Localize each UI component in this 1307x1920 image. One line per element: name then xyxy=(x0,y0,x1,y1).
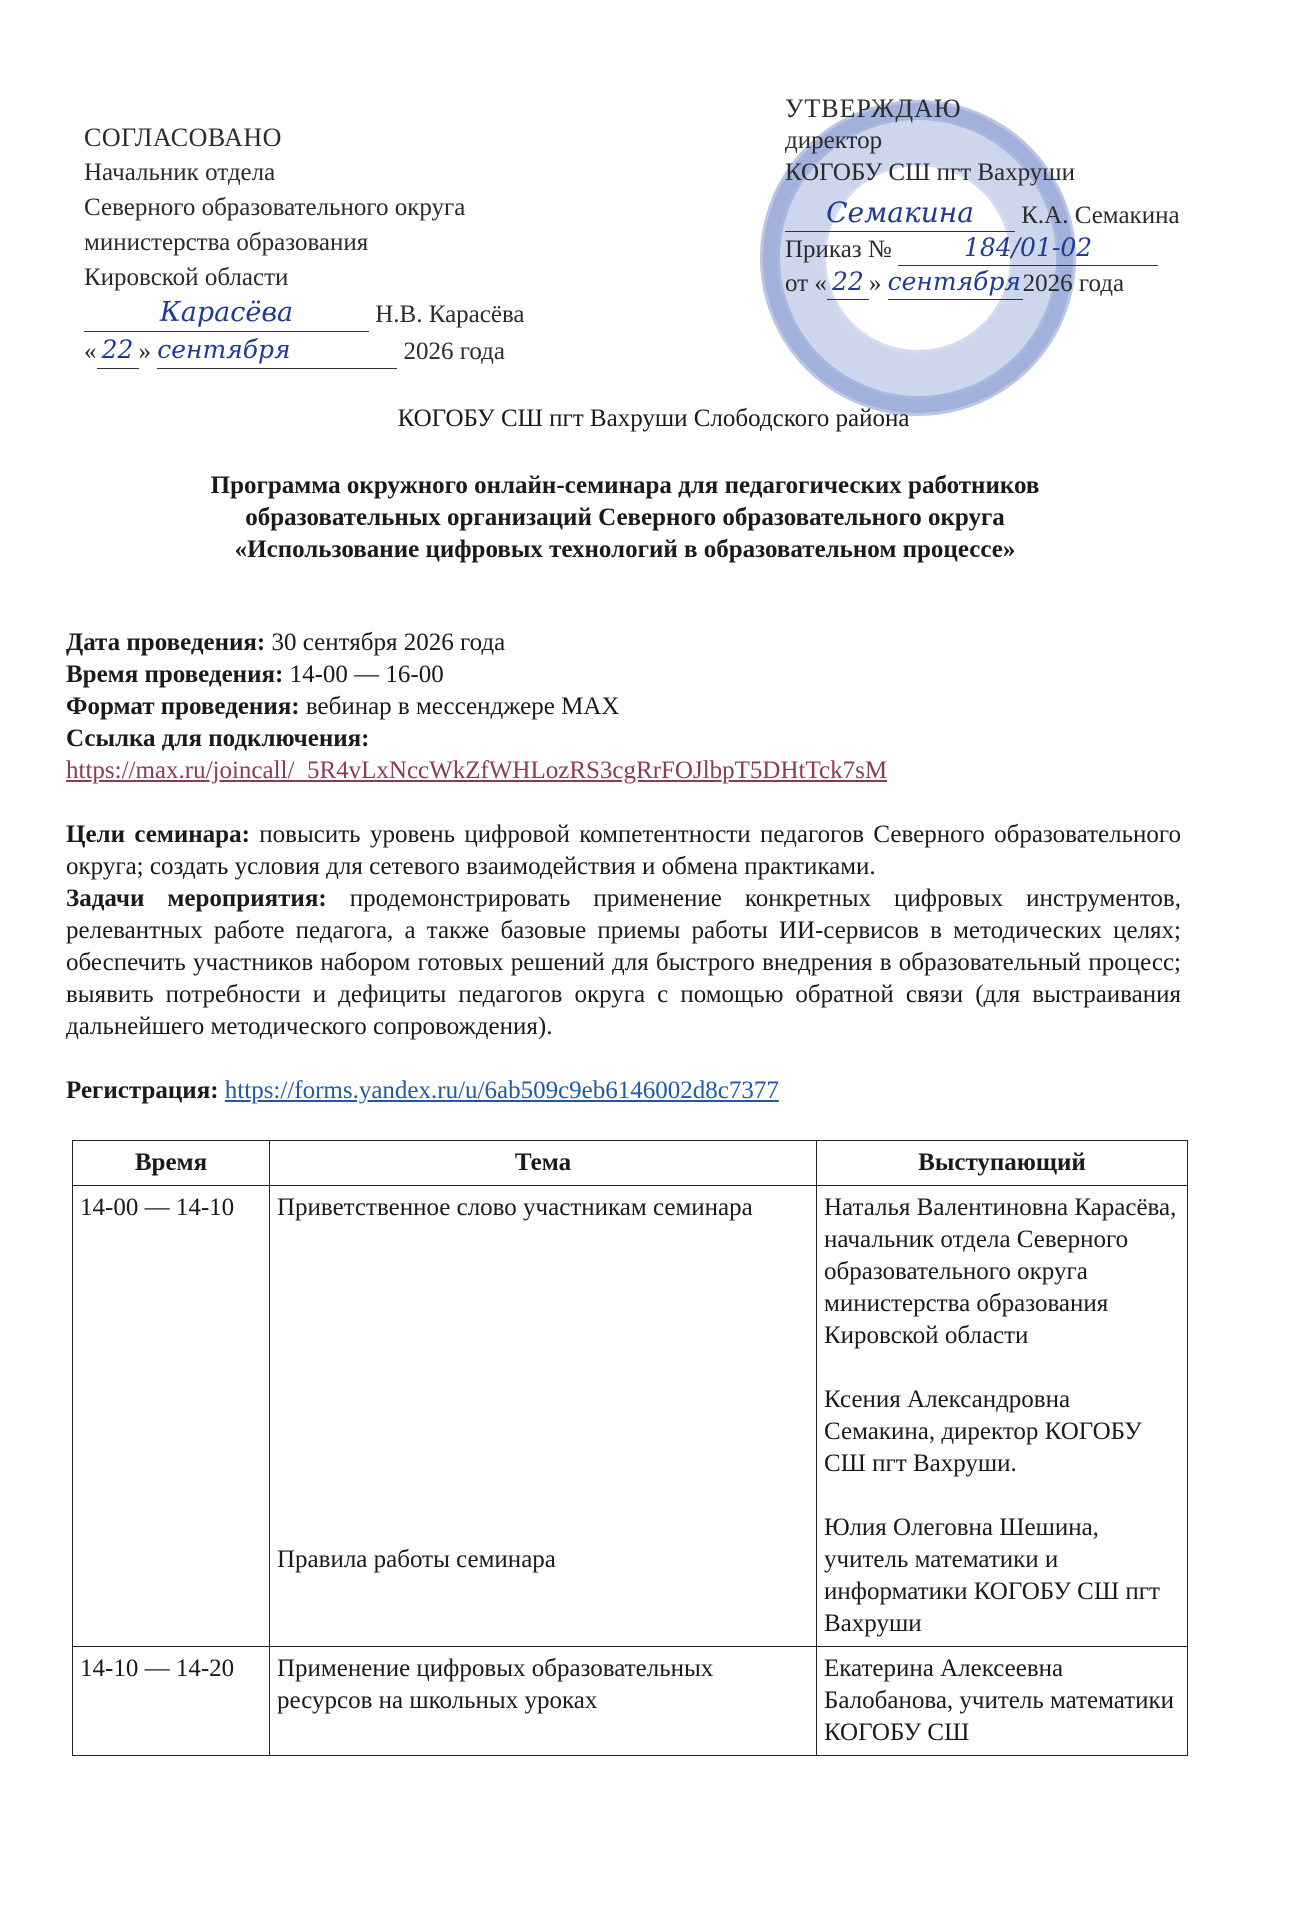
goals-paragraph xyxy=(66,819,1181,883)
table-header-row xyxy=(73,1141,1188,1186)
date-year: 2026 года xyxy=(1022,270,1125,297)
date-month-line xyxy=(888,266,1023,300)
date-quote-close: » xyxy=(138,338,151,365)
row-topic: Применение цифровых образовательных ресурсов на школьных уроках xyxy=(270,1647,817,1756)
order-row xyxy=(785,232,1180,266)
signer-name: К.А. Семакина xyxy=(1021,202,1180,229)
handwritten-signature: Семакина xyxy=(826,196,974,229)
registration-row xyxy=(66,1075,1181,1107)
header-topic: Тема xyxy=(270,1141,817,1186)
approval-date xyxy=(785,266,1180,300)
title-line: образовательных организаций Северного образовательного округа xyxy=(245,504,1005,531)
tasks-text: продемонстрировать применение конкретных цифровых инструментов, релевантных работе педагога, а также базовые приемы работы ИИ-сервисов в методических целях; обеспечить участников набором готовых решений для быстрого внедрения в образовательный процесс; выявить потребности и дефициты педагогов округа с помощью обратной связи (для выстраивания дальнейшего методического сопровождения). xyxy=(66,885,1181,1040)
approval-line: Кировской области xyxy=(84,264,289,291)
approval-block-right xyxy=(785,93,1180,300)
date-day-line xyxy=(97,332,139,369)
row-time: 14-10 — 14-20 xyxy=(73,1647,270,1756)
date-label: Дата проведения: xyxy=(66,629,266,656)
time-value: 14-00 — 16-00 xyxy=(283,661,444,688)
approval-line: директор xyxy=(785,127,883,154)
row-speaker xyxy=(817,1186,1188,1647)
signature-row xyxy=(785,197,1180,232)
order-number: 184/01-02 xyxy=(963,233,1093,262)
time-row xyxy=(66,659,1181,691)
school-name: КОГОБУ СШ пгт Вахруши Слободского района xyxy=(397,405,910,432)
program-title xyxy=(0,470,1250,566)
join-call-link[interactable]: https://max.ru/joincall/_5R4vLxNccWkZfWHLozRS3cgRrFOJlbpT5DHtTck7sM xyxy=(66,757,888,784)
date-month: сентября xyxy=(157,335,291,364)
approval-line: КОГОБУ СШ пгт Вахруши xyxy=(785,159,1075,186)
date-month-line xyxy=(157,332,397,369)
title-line: Программа окружного онлайн-семинара для педагогических работников xyxy=(210,472,1040,499)
row-speaker: Екатерина Алексеевна Балобанова, учитель математики КОГОБУ СШ xyxy=(817,1647,1188,1756)
approval-block-left xyxy=(84,120,525,369)
link-label: Ссылка для подключения: xyxy=(66,725,370,752)
approval-date xyxy=(84,332,525,369)
table-row xyxy=(73,1186,1188,1647)
signature-line xyxy=(785,197,1015,232)
signature-row xyxy=(84,295,525,332)
goals-label: Цели семинара: xyxy=(66,821,250,848)
tasks-paragraph xyxy=(66,883,1181,1043)
speaker-item: Наталья Валентиновна Карасёва, начальник отдела Северного образовательного округа министерства образования Кировской области xyxy=(824,1194,1177,1349)
format-label: Формат проведения: xyxy=(66,693,300,720)
date-day: 22 xyxy=(101,335,134,364)
date-value: 30 сентября 2026 года xyxy=(265,629,506,656)
event-info xyxy=(66,627,1181,1107)
format-row xyxy=(66,691,1181,723)
handwritten-signature: Карасёва xyxy=(159,297,294,328)
approval-heading: СОГЛАСОВАНО xyxy=(84,123,282,152)
date-month: сентября xyxy=(887,267,1021,296)
row-topic xyxy=(270,1186,817,1647)
date-prefix: от « xyxy=(785,270,827,297)
registration-label: Регистрация: xyxy=(66,1077,219,1104)
signer-name: Н.В. Карасёва xyxy=(375,301,525,328)
link-row xyxy=(66,723,1181,755)
approval-line: Северного образовательного округа xyxy=(84,194,466,221)
row-time: 14-00 — 14-10 xyxy=(73,1186,270,1647)
table-row xyxy=(73,1647,1188,1756)
approval-line: Начальник отдела xyxy=(84,159,276,186)
topic-item: Приветственное слово участникам семинара xyxy=(277,1194,753,1221)
approval-heading: УТВЕРЖДАЮ xyxy=(785,94,962,123)
tasks-label: Задачи мероприятия: xyxy=(66,885,327,912)
order-number-line xyxy=(898,232,1158,266)
time-label: Время проведения: xyxy=(66,661,284,688)
date-year: 2026 года xyxy=(403,338,505,365)
header-time: Время xyxy=(73,1141,270,1186)
date-quote-close: » xyxy=(868,270,882,297)
date-row xyxy=(66,627,1181,659)
date-quote-open: « xyxy=(84,338,97,365)
signature-line xyxy=(84,295,369,332)
order-label: Приказ № xyxy=(785,236,892,263)
topic-item: Правила работы семинара xyxy=(277,1546,556,1573)
speaker-item: Юлия Олеговна Шешина, учитель математики и информатики КОГОБУ СШ пгт Вахруши xyxy=(824,1514,1160,1637)
header-speaker: Выступающий xyxy=(817,1141,1188,1186)
speaker-item: Ксения Александровна Семакина, директор КОГОБУ СШ пгт Вахруши. xyxy=(824,1386,1142,1477)
date-day: 22 xyxy=(831,267,864,296)
format-value: вебинар в мессенджере МАХ xyxy=(299,693,620,720)
date-day-line xyxy=(827,266,869,300)
schedule-table xyxy=(72,1140,1188,1756)
approval-line: министерства образования xyxy=(84,229,369,256)
goals-text: повысить уровень цифровой компетентности педагогов Северного образовательного округа; создать условия для сетевого взаимодействия и обмена практиками. xyxy=(66,821,1181,880)
registration-link[interactable]: https://forms.yandex.ru/u/6ab509c9eb6146002d8c7377 xyxy=(224,1077,779,1104)
title-line: «Использование цифровых технологий в образовательном процессе» xyxy=(234,536,1016,563)
